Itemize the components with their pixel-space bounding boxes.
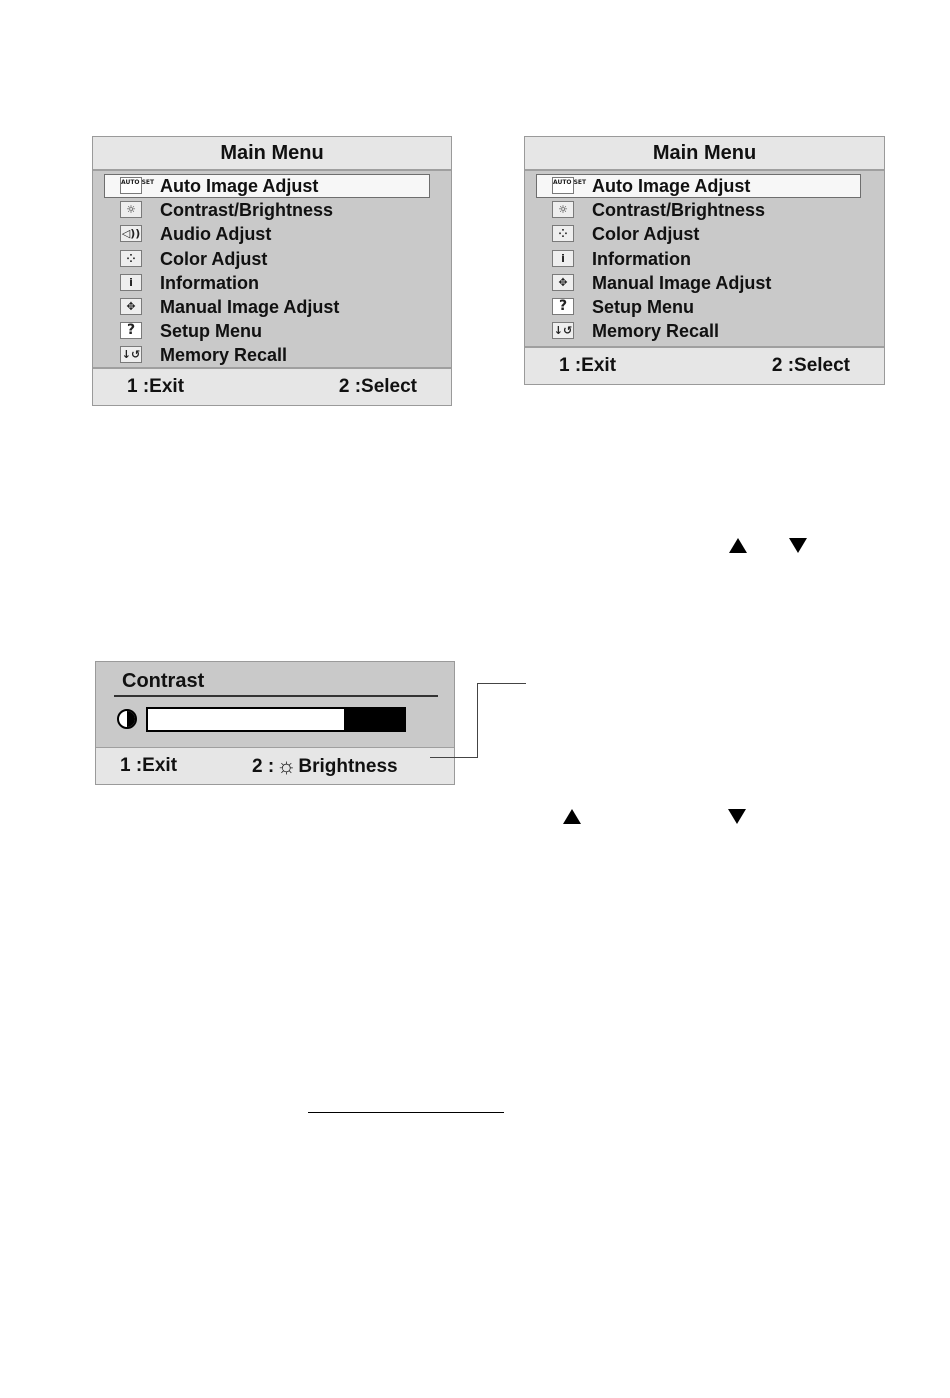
menu-item[interactable] [525, 247, 884, 271]
color-icon: ⁘ [120, 250, 142, 267]
info-icon: i [552, 250, 574, 267]
menu-item-label: Memory Recall [592, 321, 720, 342]
menu-item[interactable] [525, 174, 884, 198]
menu-item-label: Manual Image Adjust [160, 296, 340, 317]
brightness-key: 2 : [252, 756, 275, 777]
menu-item[interactable] [525, 198, 884, 222]
menu-item[interactable] [93, 295, 451, 319]
move-icon: ✥ [552, 274, 574, 291]
brightness-label: Brightness [298, 756, 398, 777]
select-button[interactable]: 2 :Select [338, 376, 417, 397]
menu-item-label: Contrast/Brightness [160, 200, 334, 221]
contrast-brightness-icon: ☼ [120, 201, 142, 218]
underline-rule [308, 1112, 504, 1113]
sun-icon: ☼ [276, 753, 297, 778]
contrast-brightness-icon: ☼ [552, 201, 574, 218]
menu-item[interactable] [93, 174, 451, 198]
down-arrow-icon [728, 809, 746, 824]
contrast-title: Contrast [122, 670, 205, 692]
menu-item[interactable] [525, 271, 884, 295]
main-menu-panel-right [524, 136, 885, 385]
menu-list [525, 171, 884, 343]
menu-item-label: Information [592, 248, 691, 269]
auto-set-icon: AUTO SET [120, 177, 142, 194]
contrast-level-fill [148, 709, 344, 730]
menu-item-label: Manual Image Adjust [592, 272, 772, 293]
exit-button[interactable]: 1 :Exit [120, 755, 178, 776]
menu-item-label: Auto Image Adjust [160, 176, 319, 196]
menu-item-label: Information [160, 272, 259, 293]
menu-item[interactable] [525, 222, 884, 246]
exit-button[interactable]: 1 :Exit [127, 376, 185, 397]
menu-item-label: Setup Menu [592, 296, 694, 317]
menu-list [93, 171, 451, 368]
menu-item-label: Audio Adjust [160, 224, 272, 245]
up-arrow-icon [563, 809, 581, 824]
menu-title: Main Menu [525, 137, 884, 171]
color-icon: ⁘ [552, 225, 574, 242]
select-button[interactable]: 2 :Select [771, 355, 850, 376]
down-arrow-icon [789, 538, 807, 553]
menu-item-label: Auto Image Adjust [592, 176, 751, 196]
menu-item[interactable] [525, 319, 884, 343]
auto-set-icon: AUTO SET [552, 177, 574, 194]
menu-item-label: Color Adjust [592, 224, 700, 245]
menu-item[interactable] [93, 222, 451, 246]
contrast-footer [96, 747, 454, 784]
divider [114, 695, 438, 697]
menu-item-label: Memory Recall [160, 345, 288, 366]
menu-item[interactable] [93, 271, 451, 295]
exit-button[interactable]: 1 :Exit [559, 355, 617, 376]
callout-line [477, 683, 526, 684]
menu-title: Main Menu [93, 137, 451, 171]
menu-footer [525, 346, 884, 384]
question-icon: ? [120, 322, 142, 339]
contrast-level-bar[interactable] [146, 707, 406, 732]
menu-item[interactable] [525, 295, 884, 319]
callout-line [430, 757, 478, 758]
menu-footer [93, 367, 451, 405]
callout-line [477, 683, 478, 758]
brightness-button[interactable] [252, 748, 398, 785]
up-arrow-icon [729, 538, 747, 553]
menu-item-label: Setup Menu [160, 321, 262, 342]
move-icon: ✥ [120, 298, 142, 315]
menu-item[interactable] [93, 198, 451, 222]
contrast-icon [117, 709, 137, 729]
recall-icon: ↓↺ [553, 324, 573, 338]
menu-item[interactable] [93, 343, 451, 367]
contrast-panel [95, 661, 455, 785]
question-icon: ? [552, 298, 574, 315]
menu-item-label: Contrast/Brightness [592, 200, 766, 221]
main-menu-panel-left [92, 136, 452, 406]
menu-item[interactable] [93, 319, 451, 343]
info-icon: i [120, 274, 142, 291]
recall-icon: ↓↺ [121, 348, 141, 362]
audio-icon: ◁)) [121, 227, 141, 241]
menu-item-label: Color Adjust [160, 248, 268, 269]
menu-item[interactable] [93, 247, 451, 271]
